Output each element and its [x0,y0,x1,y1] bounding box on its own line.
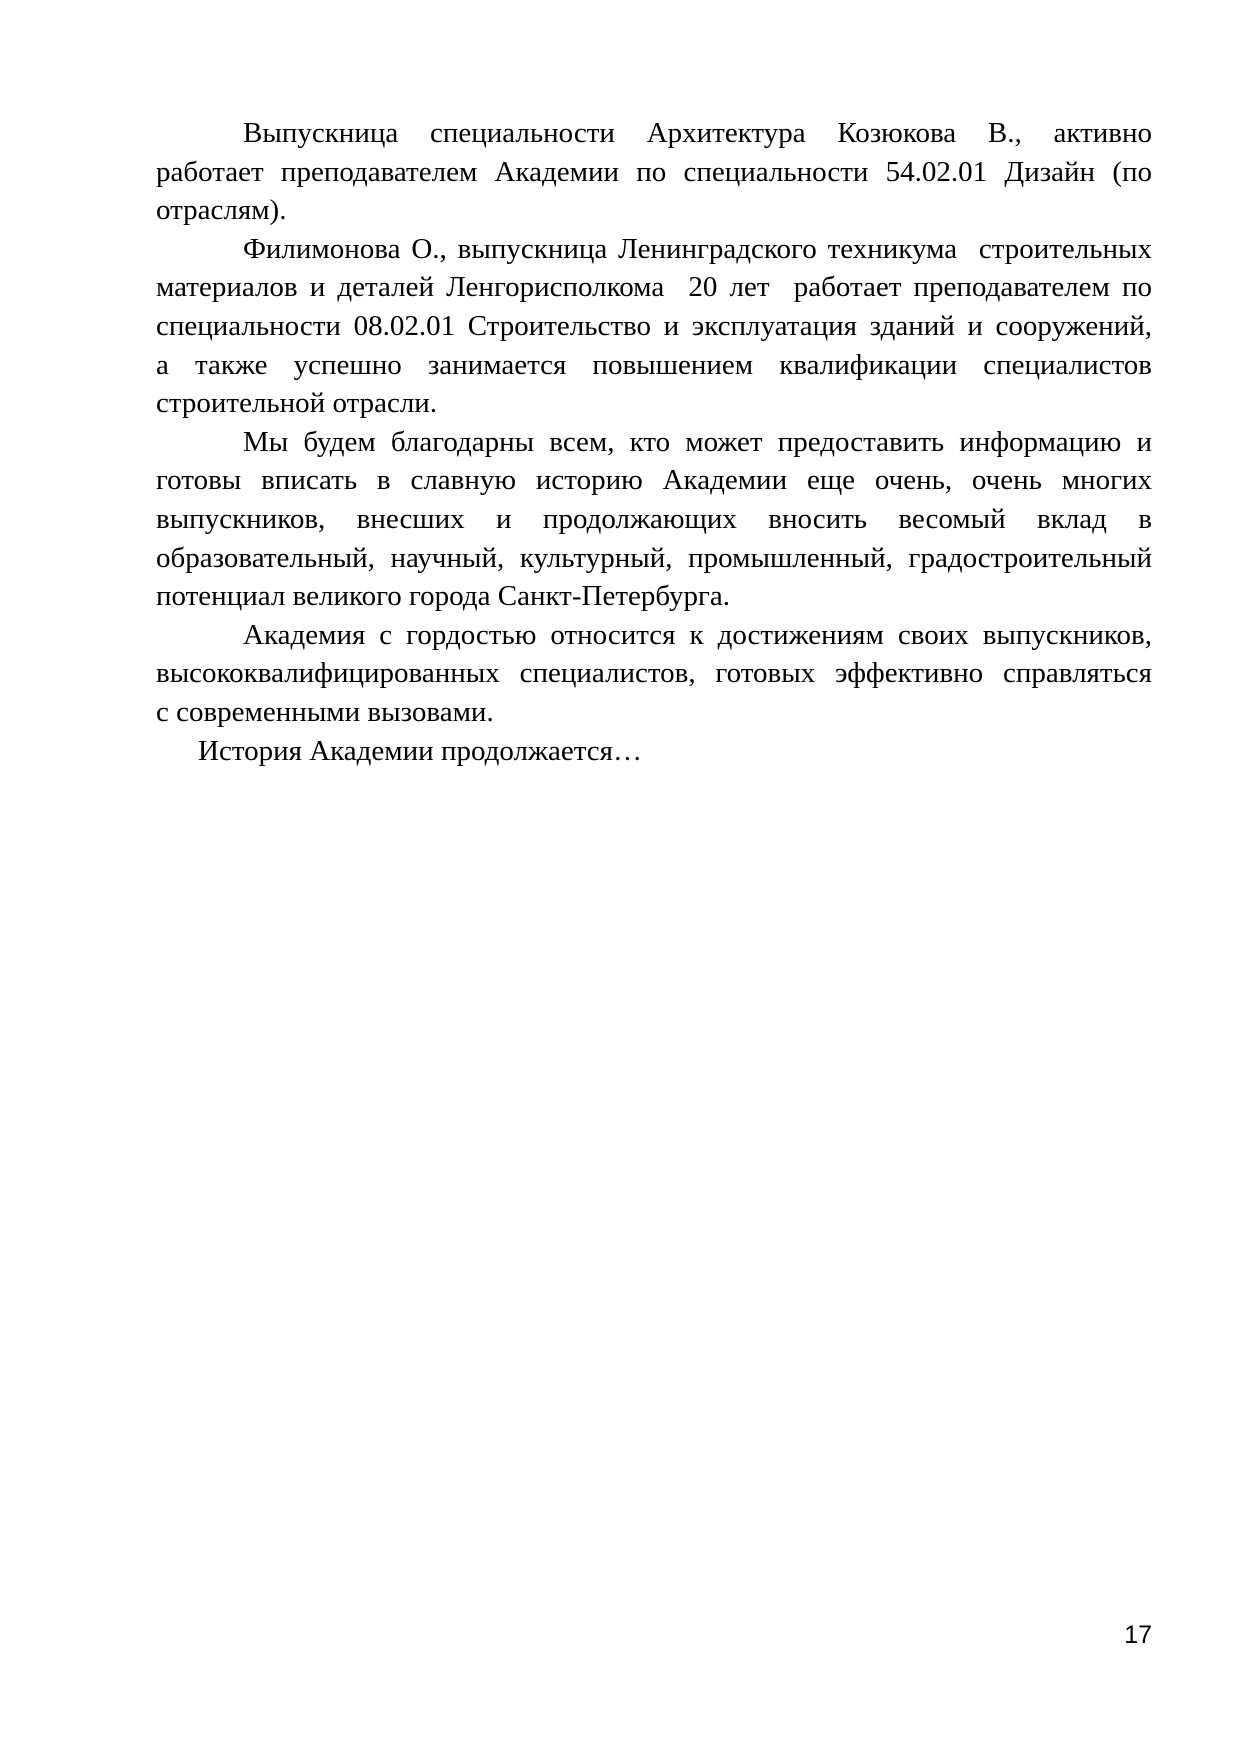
text-line: готовы вписать в славную историю Академии еще очень, очень многих [156,464,1152,497]
paragraph [156,732,1152,771]
paragraph [156,230,1152,423]
text-line: выпускников, внесших и продолжающих вносить весомый вклад в [156,502,1152,535]
paragraph [156,114,1152,230]
text-line: материалов и деталей Ленгорисполкома 20 лет работает преподавателем по [156,271,1152,304]
text-line: специальности 08.02.01 Строительство и эксплуатация зданий и сооружений, [156,309,1152,342]
document-text-block [156,114,1152,770]
text-line: строительной отрасли. [156,387,438,420]
text-line: Филимонова О., выпускница Ленинградского техникума строительных [243,232,1152,265]
text-line: высококвалифицированных специалистов, готовых эффективно справляться [156,657,1152,690]
text-line: Мы будем благодарны всем, кто может предоставить информацию и [243,425,1152,458]
paragraph [156,423,1152,616]
text-line: образовательный, научный, культурный, промышленный, градостроительный [156,541,1152,574]
text-line: а также успешно занимается повышением квалификации специалистов [156,348,1152,381]
text-line: отраслям). [156,194,287,227]
text-line: потенциал великого города Санкт-Петербурга. [156,580,731,613]
text-line: работает преподавателем Академии по специальности 54.02.01 Дизайн (по [156,155,1152,188]
paragraph [156,616,1152,732]
text-line: с современными вызовами. [156,695,494,728]
text-line: Академия с гордостью относится к достижениям своих выпускников, [243,618,1152,651]
page-number: 17 [1124,1621,1152,1649]
text-line: История Академии продолжается… [198,734,642,767]
text-line: Выпускница специальности Архитектура Козюкова В., активно [243,117,1152,149]
